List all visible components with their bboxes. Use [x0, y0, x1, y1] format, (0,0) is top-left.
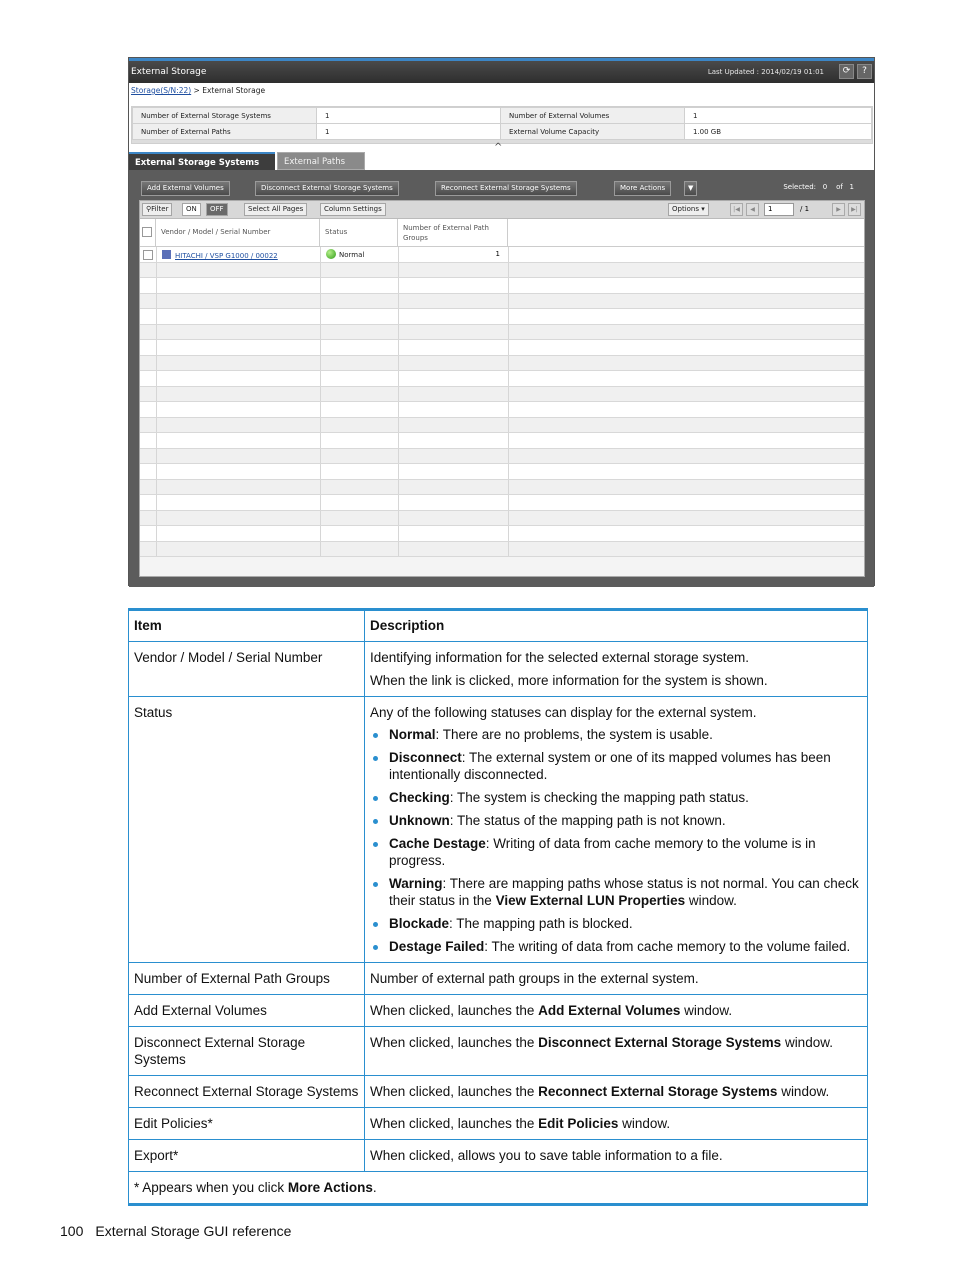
- breadcrumb-current: > External Storage: [191, 86, 266, 95]
- empty-row: [140, 495, 864, 511]
- table-note-row: [129, 1172, 868, 1205]
- path-groups-cell: 1: [495, 250, 500, 258]
- summary-value: 1: [317, 124, 501, 140]
- page-number: 100: [60, 1223, 84, 1239]
- help-button[interactable]: ?: [857, 64, 872, 79]
- empty-row: [140, 309, 864, 325]
- empty-row: [140, 340, 864, 356]
- page-total: / 1: [800, 205, 810, 213]
- table-row[interactable]: [140, 247, 864, 263]
- summary-value: 1: [685, 108, 872, 124]
- column-header-status[interactable]: Status: [320, 219, 398, 247]
- external-storage-screenshot: [128, 57, 875, 586]
- list-item: Checking: The system is checking the mapping path status.: [370, 789, 862, 806]
- description-cell: When clicked, launches the Disconnect External Storage Systems window.: [365, 1027, 868, 1076]
- reconnect-systems-button[interactable]: Reconnect External Storage Systems: [435, 181, 577, 196]
- table-note: * Appears when you click More Actions.: [129, 1172, 868, 1205]
- empty-row: [140, 480, 864, 496]
- item-description-table: [128, 608, 868, 1206]
- empty-row: [140, 263, 864, 279]
- empty-row: [140, 526, 864, 542]
- tab-external-storage-systems[interactable]: External Storage Systems: [129, 152, 275, 170]
- item-cell: Reconnect External Storage Systems: [129, 1076, 365, 1108]
- table-toolbar: [140, 201, 864, 219]
- breadcrumb: [131, 86, 265, 95]
- list-item: Unknown: The status of the mapping path is not known.: [370, 812, 862, 829]
- summary-value: 1.00 GB: [685, 124, 872, 140]
- table-row: [129, 1027, 868, 1076]
- first-page-icon[interactable]: |◀: [730, 203, 743, 216]
- table-row: [129, 1076, 868, 1108]
- summary-label: Number of External Storage Systems: [133, 108, 317, 124]
- storage-system-icon: [162, 250, 171, 259]
- row-checkbox[interactable]: [143, 250, 153, 260]
- selected-value: 0: [822, 183, 828, 191]
- description-cell: Number of external path groups in the external system.: [365, 963, 868, 995]
- header-description: Description: [365, 610, 868, 642]
- table-row: [129, 995, 868, 1027]
- column-header-vendor[interactable]: Vendor / Model / Serial Number: [156, 219, 320, 247]
- selected-of: of: [836, 183, 843, 191]
- page-footer: [60, 1223, 291, 1239]
- list-item: Blockade: The mapping path is blocked.: [370, 915, 862, 932]
- more-actions-dropdown-icon[interactable]: ▼: [684, 181, 697, 196]
- description-text: When the link is clicked, more information for the system is shown.: [370, 673, 768, 688]
- collapse-caret-icon[interactable]: ^: [494, 142, 503, 153]
- prev-page-icon[interactable]: ◀: [746, 203, 759, 216]
- last-updated: Last Updated : 2014/02/19 01:01: [707, 68, 824, 76]
- window-titlebar: [129, 61, 874, 83]
- status-cell: [326, 249, 364, 259]
- empty-row: [140, 278, 864, 294]
- table-header: [140, 219, 864, 247]
- summary-value: 1: [317, 108, 501, 124]
- selected-total: 1: [849, 183, 854, 191]
- empty-row: [140, 511, 864, 527]
- column-header-path-groups[interactable]: Number of External Path Groups: [398, 219, 508, 247]
- header-item: Item: [129, 610, 365, 642]
- item-cell: Export*: [129, 1140, 365, 1172]
- description-cell: When clicked, launches the Edit Policies window.: [365, 1108, 868, 1140]
- vendor-link-text[interactable]: HITACHI / VSP G1000 / 00022: [175, 252, 278, 260]
- empty-row: [140, 387, 864, 403]
- list-item: Warning: There are mapping paths whose status is not normal. You can check their status in the View External LUN Properties window.: [370, 875, 862, 909]
- empty-row: [140, 418, 864, 434]
- refresh-icon[interactable]: ⟳: [839, 64, 854, 79]
- options-dropdown[interactable]: Options ▾: [668, 203, 709, 216]
- systems-table: [139, 200, 865, 577]
- table-row: [129, 1140, 868, 1172]
- summary-label: Number of External Paths: [133, 124, 317, 140]
- empty-row: [140, 356, 864, 372]
- systems-panel: [129, 170, 874, 587]
- empty-row: [140, 542, 864, 558]
- tab-external-paths[interactable]: External Paths: [277, 152, 365, 170]
- empty-row: [140, 294, 864, 310]
- description-text: Any of the following statuses can display for the external system.: [370, 705, 757, 720]
- add-external-volumes-button[interactable]: Add External Volumes: [141, 181, 230, 196]
- status-normal-icon: [326, 249, 336, 259]
- selected-label: Selected:: [783, 183, 817, 191]
- list-item: Destage Failed: The writing of data from cache memory to the volume failed.: [370, 938, 862, 955]
- filter-on-toggle[interactable]: ON: [182, 203, 201, 216]
- select-all-checkbox[interactable]: [142, 227, 152, 237]
- item-cell: Status: [129, 697, 365, 963]
- window-title: External Storage: [131, 67, 207, 77]
- list-item: Normal: There are no problems, the system is usable.: [370, 726, 862, 743]
- empty-row: [140, 371, 864, 387]
- description-text: Identifying information for the selected external storage system.: [370, 650, 749, 665]
- table-body: [140, 247, 864, 557]
- select-all-pages-button[interactable]: Select All Pages: [244, 203, 307, 216]
- item-cell: Vendor / Model / Serial Number: [129, 642, 365, 697]
- table-row: [129, 697, 868, 963]
- vendor-link[interactable]: [162, 250, 278, 260]
- empty-row: [140, 464, 864, 480]
- empty-row: [140, 402, 864, 418]
- table-row: [129, 642, 868, 697]
- item-cell: Disconnect External Storage Systems: [129, 1027, 365, 1076]
- table-row: [129, 963, 868, 995]
- item-cell: Number of External Path Groups: [129, 963, 365, 995]
- list-item: Disconnect: The external system or one of its mapped volumes has been intentionally disconnected.: [370, 749, 862, 783]
- description-cell: [365, 697, 868, 963]
- page-input[interactable]: 1: [764, 203, 794, 216]
- section-title: External Storage GUI reference: [95, 1223, 292, 1239]
- more-actions-button[interactable]: More Actions: [614, 181, 671, 196]
- status-list: [370, 726, 862, 955]
- next-page-icon[interactable]: ▶: [832, 203, 845, 216]
- description-cell: [365, 642, 868, 697]
- empty-row: [140, 449, 864, 465]
- summary-label: Number of External Volumes: [501, 108, 685, 124]
- selection-count: [783, 183, 854, 191]
- last-page-icon[interactable]: ▶|: [848, 203, 861, 216]
- disconnect-systems-button[interactable]: Disconnect External Storage Systems: [255, 181, 399, 196]
- filter-button[interactable]: ⚲Filter: [142, 203, 172, 216]
- description-cell: When clicked, allows you to save table information to a file.: [365, 1140, 868, 1172]
- filter-off-toggle[interactable]: OFF: [206, 203, 228, 216]
- item-cell: Edit Policies*: [129, 1108, 365, 1140]
- status-text: Normal: [339, 251, 365, 259]
- breadcrumb-storage-link[interactable]: Storage(S/N:22): [131, 86, 192, 95]
- item-cell: Add External Volumes: [129, 995, 365, 1027]
- summary-panel: [131, 106, 873, 144]
- description-cell: When clicked, launches the Add External Volumes window.: [365, 995, 868, 1027]
- table-row: [129, 1108, 868, 1140]
- list-item: Cache Destage: Writing of data from cache memory to the volume is in progress.: [370, 835, 862, 869]
- empty-row: [140, 433, 864, 449]
- summary-label: External Volume Capacity: [501, 124, 685, 140]
- empty-row: [140, 325, 864, 341]
- column-settings-button[interactable]: Column Settings: [320, 203, 386, 216]
- header-checkbox-cell: [140, 219, 156, 247]
- description-cell: When clicked, launches the Reconnect External Storage Systems window.: [365, 1076, 868, 1108]
